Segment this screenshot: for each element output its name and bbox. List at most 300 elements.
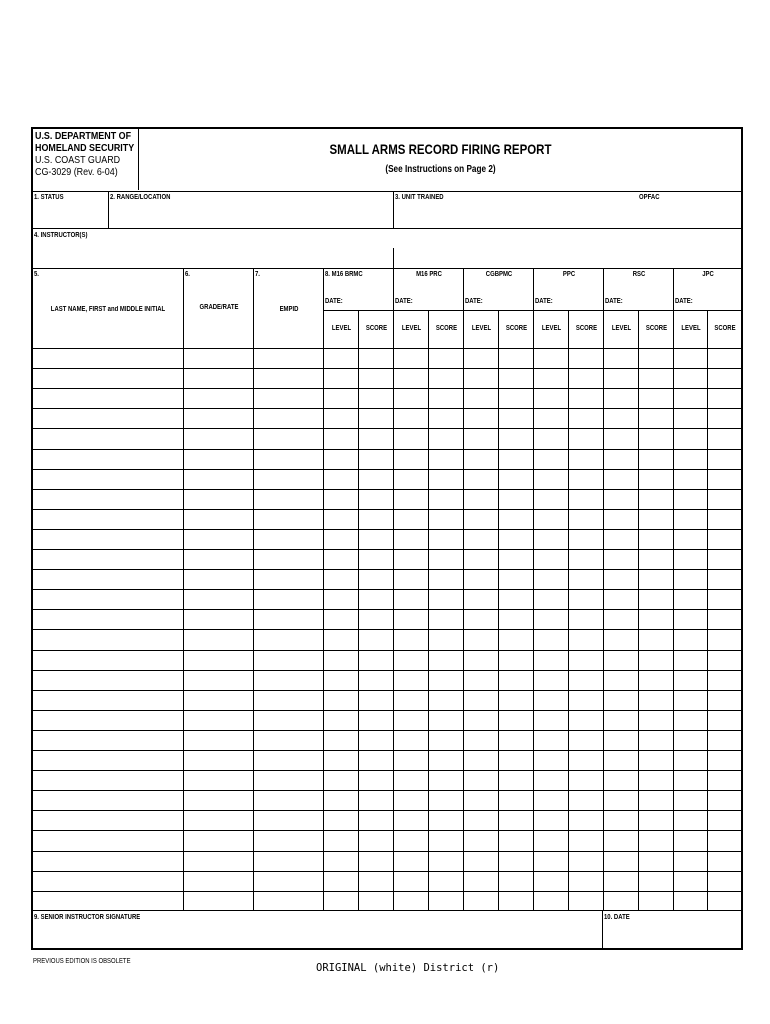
table-cell[interactable] — [324, 550, 358, 569]
table-cell[interactable] — [359, 389, 393, 408]
table-cell[interactable] — [254, 450, 323, 469]
table-cell[interactable] — [604, 610, 638, 629]
table-cell[interactable] — [254, 389, 323, 408]
table-cell[interactable] — [708, 831, 742, 851]
table-cell[interactable] — [324, 651, 358, 670]
table-cell[interactable] — [33, 771, 183, 790]
table-cell[interactable] — [254, 892, 323, 910]
table-cell[interactable] — [394, 610, 428, 629]
table-cell[interactable] — [33, 651, 183, 670]
table-cell[interactable] — [394, 450, 428, 469]
table-cell[interactable] — [429, 570, 463, 589]
table-cell[interactable] — [184, 369, 253, 388]
table-cell[interactable] — [499, 550, 533, 569]
table-cell[interactable] — [639, 470, 673, 489]
table-cell[interactable] — [499, 429, 533, 449]
table-cell[interactable] — [569, 791, 603, 810]
table-cell[interactable] — [359, 470, 393, 489]
table-cell[interactable] — [33, 751, 183, 770]
table-cell[interactable] — [359, 349, 393, 368]
table-cell[interactable] — [429, 671, 463, 690]
table-cell[interactable] — [184, 852, 253, 871]
table-cell[interactable] — [639, 751, 673, 770]
table-cell[interactable] — [429, 510, 463, 529]
table-cell[interactable] — [569, 771, 603, 790]
table-cell[interactable] — [324, 470, 358, 489]
table-cell[interactable] — [324, 852, 358, 871]
table-cell[interactable] — [534, 791, 568, 810]
table-cell[interactable] — [499, 610, 533, 629]
table-cell[interactable] — [604, 630, 638, 650]
table-cell[interactable] — [708, 550, 742, 569]
table-cell[interactable] — [708, 651, 742, 670]
table-cell[interactable] — [464, 389, 498, 408]
table-cell[interactable] — [464, 490, 498, 509]
table-cell[interactable] — [429, 831, 463, 851]
table-cell[interactable] — [534, 470, 568, 489]
table-cell[interactable] — [534, 771, 568, 790]
table-cell[interactable] — [604, 651, 638, 670]
table-cell[interactable] — [394, 651, 428, 670]
table-cell[interactable] — [569, 570, 603, 589]
table-cell[interactable] — [639, 450, 673, 469]
table-cell[interactable] — [429, 369, 463, 388]
table-cell[interactable] — [639, 490, 673, 509]
table-cell[interactable] — [464, 530, 498, 549]
table-cell[interactable] — [394, 811, 428, 830]
table-cell[interactable] — [429, 711, 463, 730]
table-cell[interactable] — [394, 530, 428, 549]
table-cell[interactable] — [464, 349, 498, 368]
table-cell[interactable] — [33, 610, 183, 629]
table-cell[interactable] — [394, 791, 428, 810]
table-cell[interactable] — [324, 691, 358, 710]
table-cell[interactable] — [33, 429, 183, 449]
table-cell[interactable] — [569, 751, 603, 770]
table-cell[interactable] — [324, 771, 358, 790]
table-cell[interactable] — [674, 450, 707, 469]
table-cell[interactable] — [359, 490, 393, 509]
table-cell[interactable] — [604, 892, 638, 910]
table-cell[interactable] — [33, 510, 183, 529]
table-cell[interactable] — [394, 590, 428, 609]
table-cell[interactable] — [184, 630, 253, 650]
table-cell[interactable] — [639, 831, 673, 851]
table-cell[interactable] — [708, 711, 742, 730]
table-cell[interactable] — [604, 731, 638, 750]
table-cell[interactable] — [499, 811, 533, 830]
table-cell[interactable] — [499, 409, 533, 428]
table-cell[interactable] — [394, 429, 428, 449]
table-cell[interactable] — [604, 751, 638, 770]
table-cell[interactable] — [674, 409, 707, 428]
table-cell[interactable] — [429, 630, 463, 650]
table-cell[interactable] — [324, 791, 358, 810]
table-cell[interactable] — [33, 630, 183, 650]
table-cell[interactable] — [708, 450, 742, 469]
table-cell[interactable] — [604, 349, 638, 368]
table-cell[interactable] — [708, 892, 742, 910]
table-cell[interactable] — [569, 630, 603, 650]
table-cell[interactable] — [499, 630, 533, 650]
table-cell[interactable] — [499, 349, 533, 368]
table-cell[interactable] — [324, 389, 358, 408]
table-cell[interactable] — [394, 550, 428, 569]
table-cell[interactable] — [324, 671, 358, 690]
table-cell[interactable] — [569, 892, 603, 910]
table-cell[interactable] — [359, 369, 393, 388]
table-cell[interactable] — [254, 731, 323, 750]
table-cell[interactable] — [184, 751, 253, 770]
table-cell[interactable] — [33, 470, 183, 489]
table-cell[interactable] — [359, 510, 393, 529]
table-cell[interactable] — [429, 731, 463, 750]
table-cell[interactable] — [429, 429, 463, 449]
table-cell[interactable] — [324, 630, 358, 650]
table-cell[interactable] — [499, 892, 533, 910]
table-cell[interactable] — [674, 691, 707, 710]
table-cell[interactable] — [429, 590, 463, 609]
table-cell[interactable] — [569, 610, 603, 629]
table-cell[interactable] — [499, 791, 533, 810]
table-cell[interactable] — [569, 731, 603, 750]
table-cell[interactable] — [499, 490, 533, 509]
table-cell[interactable] — [604, 550, 638, 569]
table-cell[interactable] — [708, 852, 742, 871]
table-cell[interactable] — [464, 369, 498, 388]
table-cell[interactable] — [429, 791, 463, 810]
table-cell[interactable] — [254, 369, 323, 388]
table-cell[interactable] — [569, 409, 603, 428]
table-cell[interactable] — [674, 490, 707, 509]
table-cell[interactable] — [394, 349, 428, 368]
table-cell[interactable] — [674, 872, 707, 891]
table-cell[interactable] — [604, 530, 638, 549]
table-cell[interactable] — [639, 671, 673, 690]
table-cell[interactable] — [604, 409, 638, 428]
table-cell[interactable] — [534, 530, 568, 549]
table-cell[interactable] — [254, 831, 323, 851]
table-cell[interactable] — [324, 731, 358, 750]
table-cell[interactable] — [359, 429, 393, 449]
table-cell[interactable] — [499, 369, 533, 388]
table-cell[interactable] — [359, 831, 393, 851]
table-cell[interactable] — [359, 590, 393, 609]
table-cell[interactable] — [324, 711, 358, 730]
table-cell[interactable] — [674, 651, 707, 670]
table-cell[interactable] — [394, 711, 428, 730]
table-cell[interactable] — [324, 831, 358, 851]
table-cell[interactable] — [604, 872, 638, 891]
table-cell[interactable] — [359, 570, 393, 589]
table-cell[interactable] — [429, 409, 463, 428]
table-cell[interactable] — [429, 450, 463, 469]
table-cell[interactable] — [534, 610, 568, 629]
table-cell[interactable] — [569, 490, 603, 509]
senior-instructor-signature-field[interactable] — [33, 924, 601, 948]
table-cell[interactable] — [359, 671, 393, 690]
table-cell[interactable] — [429, 530, 463, 549]
table-cell[interactable] — [534, 570, 568, 589]
table-cell[interactable] — [33, 349, 183, 368]
table-cell[interactable] — [324, 570, 358, 589]
table-cell[interactable] — [394, 691, 428, 710]
table-cell[interactable] — [394, 892, 428, 910]
table-cell[interactable] — [499, 691, 533, 710]
table-cell[interactable] — [254, 349, 323, 368]
table-cell[interactable] — [674, 831, 707, 851]
table-cell[interactable] — [708, 510, 742, 529]
table-cell[interactable] — [429, 771, 463, 790]
table-cell[interactable] — [674, 811, 707, 830]
table-cell[interactable] — [499, 470, 533, 489]
table-cell[interactable] — [534, 429, 568, 449]
table-cell[interactable] — [534, 872, 568, 891]
table-cell[interactable] — [33, 369, 183, 388]
table-cell[interactable] — [429, 872, 463, 891]
table-cell[interactable] — [674, 711, 707, 730]
table-cell[interactable] — [708, 630, 742, 650]
table-cell[interactable] — [569, 831, 603, 851]
table-cell[interactable] — [708, 811, 742, 830]
table-cell[interactable] — [359, 852, 393, 871]
table-cell[interactable] — [639, 510, 673, 529]
table-cell[interactable] — [534, 892, 568, 910]
table-cell[interactable] — [464, 831, 498, 851]
table-cell[interactable] — [569, 450, 603, 469]
table-cell[interactable] — [33, 852, 183, 871]
table-cell[interactable] — [499, 570, 533, 589]
table-cell[interactable] — [359, 892, 393, 910]
table-cell[interactable] — [464, 429, 498, 449]
table-cell[interactable] — [708, 731, 742, 750]
table-cell[interactable] — [674, 751, 707, 770]
table-cell[interactable] — [324, 751, 358, 770]
table-cell[interactable] — [639, 651, 673, 670]
table-cell[interactable] — [324, 530, 358, 549]
table-cell[interactable] — [499, 771, 533, 790]
table-cell[interactable] — [324, 429, 358, 449]
table-cell[interactable] — [184, 691, 253, 710]
table-cell[interactable] — [499, 831, 533, 851]
table-cell[interactable] — [708, 671, 742, 690]
table-cell[interactable] — [569, 711, 603, 730]
table-cell[interactable] — [674, 389, 707, 408]
table-cell[interactable] — [708, 349, 742, 368]
table-cell[interactable] — [708, 389, 742, 408]
table-cell[interactable] — [184, 811, 253, 830]
table-cell[interactable] — [324, 349, 358, 368]
table-cell[interactable] — [639, 630, 673, 650]
table-cell[interactable] — [639, 691, 673, 710]
table-cell[interactable] — [639, 530, 673, 549]
table-cell[interactable] — [254, 570, 323, 589]
table-cell[interactable] — [708, 409, 742, 428]
table-cell[interactable] — [394, 831, 428, 851]
table-cell[interactable] — [464, 590, 498, 609]
table-cell[interactable] — [569, 530, 603, 549]
table-cell[interactable] — [639, 711, 673, 730]
table-cell[interactable] — [254, 470, 323, 489]
table-cell[interactable] — [604, 470, 638, 489]
table-cell[interactable] — [639, 610, 673, 629]
table-cell[interactable] — [604, 852, 638, 871]
table-cell[interactable] — [534, 510, 568, 529]
table-cell[interactable] — [429, 651, 463, 670]
table-cell[interactable] — [604, 510, 638, 529]
table-cell[interactable] — [674, 791, 707, 810]
table-cell[interactable] — [429, 550, 463, 569]
table-cell[interactable] — [359, 771, 393, 790]
table-cell[interactable] — [184, 711, 253, 730]
table-cell[interactable] — [184, 510, 253, 529]
table-cell[interactable] — [534, 691, 568, 710]
table-cell[interactable] — [674, 570, 707, 589]
table-cell[interactable] — [359, 751, 393, 770]
table-cell[interactable] — [708, 530, 742, 549]
table-cell[interactable] — [33, 590, 183, 609]
table-cell[interactable] — [569, 811, 603, 830]
table-cell[interactable] — [33, 490, 183, 509]
table-cell[interactable] — [499, 872, 533, 891]
table-cell[interactable] — [184, 429, 253, 449]
table-cell[interactable] — [604, 369, 638, 388]
table-cell[interactable] — [184, 651, 253, 670]
table-cell[interactable] — [604, 811, 638, 830]
table-cell[interactable] — [708, 470, 742, 489]
table-cell[interactable] — [708, 570, 742, 589]
table-cell[interactable] — [464, 751, 498, 770]
table-cell[interactable] — [324, 450, 358, 469]
table-cell[interactable] — [324, 490, 358, 509]
table-cell[interactable] — [534, 831, 568, 851]
table-cell[interactable] — [394, 570, 428, 589]
table-cell[interactable] — [569, 470, 603, 489]
table-cell[interactable] — [33, 791, 183, 810]
table-cell[interactable] — [184, 530, 253, 549]
table-cell[interactable] — [499, 852, 533, 871]
table-cell[interactable] — [674, 369, 707, 388]
table-cell[interactable] — [464, 852, 498, 871]
table-cell[interactable] — [254, 711, 323, 730]
table-cell[interactable] — [254, 751, 323, 770]
table-cell[interactable] — [464, 711, 498, 730]
table-cell[interactable] — [184, 831, 253, 851]
table-cell[interactable] — [604, 831, 638, 851]
table-cell[interactable] — [33, 530, 183, 549]
table-cell[interactable] — [639, 731, 673, 750]
table-cell[interactable] — [184, 671, 253, 690]
table-cell[interactable] — [184, 450, 253, 469]
table-cell[interactable] — [499, 671, 533, 690]
table-cell[interactable] — [534, 711, 568, 730]
table-cell[interactable] — [569, 510, 603, 529]
range-location-field[interactable] — [109, 202, 392, 227]
table-cell[interactable] — [639, 389, 673, 408]
table-cell[interactable] — [359, 791, 393, 810]
table-cell[interactable] — [33, 409, 183, 428]
table-cell[interactable] — [464, 610, 498, 629]
table-cell[interactable] — [674, 510, 707, 529]
table-cell[interactable] — [254, 429, 323, 449]
table-cell[interactable] — [184, 389, 253, 408]
table-cell[interactable] — [639, 852, 673, 871]
table-cell[interactable] — [534, 651, 568, 670]
table-cell[interactable] — [569, 872, 603, 891]
table-cell[interactable] — [708, 872, 742, 891]
table-cell[interactable] — [569, 590, 603, 609]
status-field[interactable] — [33, 202, 107, 227]
table-cell[interactable] — [254, 510, 323, 529]
table-cell[interactable] — [394, 369, 428, 388]
table-cell[interactable] — [33, 872, 183, 891]
table-cell[interactable] — [569, 691, 603, 710]
table-cell[interactable] — [464, 630, 498, 650]
table-cell[interactable] — [429, 751, 463, 770]
table-cell[interactable] — [639, 409, 673, 428]
table-cell[interactable] — [324, 369, 358, 388]
table-cell[interactable] — [639, 811, 673, 830]
table-cell[interactable] — [674, 349, 707, 368]
table-cell[interactable] — [394, 510, 428, 529]
table-cell[interactable] — [499, 751, 533, 770]
table-cell[interactable] — [394, 470, 428, 489]
table-cell[interactable] — [499, 651, 533, 670]
table-cell[interactable] — [534, 550, 568, 569]
table-cell[interactable] — [464, 872, 498, 891]
table-cell[interactable] — [254, 651, 323, 670]
table-cell[interactable] — [639, 872, 673, 891]
table-cell[interactable] — [534, 811, 568, 830]
table-cell[interactable] — [604, 490, 638, 509]
table-cell[interactable] — [429, 691, 463, 710]
table-cell[interactable] — [708, 429, 742, 449]
table-cell[interactable] — [464, 791, 498, 810]
table-cell[interactable] — [674, 771, 707, 790]
table-cell[interactable] — [534, 590, 568, 609]
table-cell[interactable] — [429, 349, 463, 368]
table-cell[interactable] — [429, 811, 463, 830]
table-cell[interactable] — [534, 852, 568, 871]
table-cell[interactable] — [394, 389, 428, 408]
table-cell[interactable] — [359, 731, 393, 750]
table-cell[interactable] — [499, 510, 533, 529]
table-cell[interactable] — [33, 570, 183, 589]
table-cell[interactable] — [674, 671, 707, 690]
table-cell[interactable] — [429, 470, 463, 489]
table-cell[interactable] — [674, 892, 707, 910]
table-cell[interactable] — [569, 349, 603, 368]
table-cell[interactable] — [604, 450, 638, 469]
table-cell[interactable] — [708, 490, 742, 509]
table-cell[interactable] — [499, 389, 533, 408]
table-cell[interactable] — [359, 711, 393, 730]
table-cell[interactable] — [639, 349, 673, 368]
table-cell[interactable] — [254, 550, 323, 569]
table-cell[interactable] — [394, 852, 428, 871]
table-cell[interactable] — [639, 570, 673, 589]
table-cell[interactable] — [534, 450, 568, 469]
table-cell[interactable] — [464, 651, 498, 670]
table-cell[interactable] — [33, 450, 183, 469]
table-cell[interactable] — [639, 550, 673, 569]
table-cell[interactable] — [324, 590, 358, 609]
table-cell[interactable] — [394, 731, 428, 750]
table-cell[interactable] — [674, 630, 707, 650]
table-cell[interactable] — [33, 892, 183, 910]
table-cell[interactable] — [569, 651, 603, 670]
table-cell[interactable] — [429, 892, 463, 910]
